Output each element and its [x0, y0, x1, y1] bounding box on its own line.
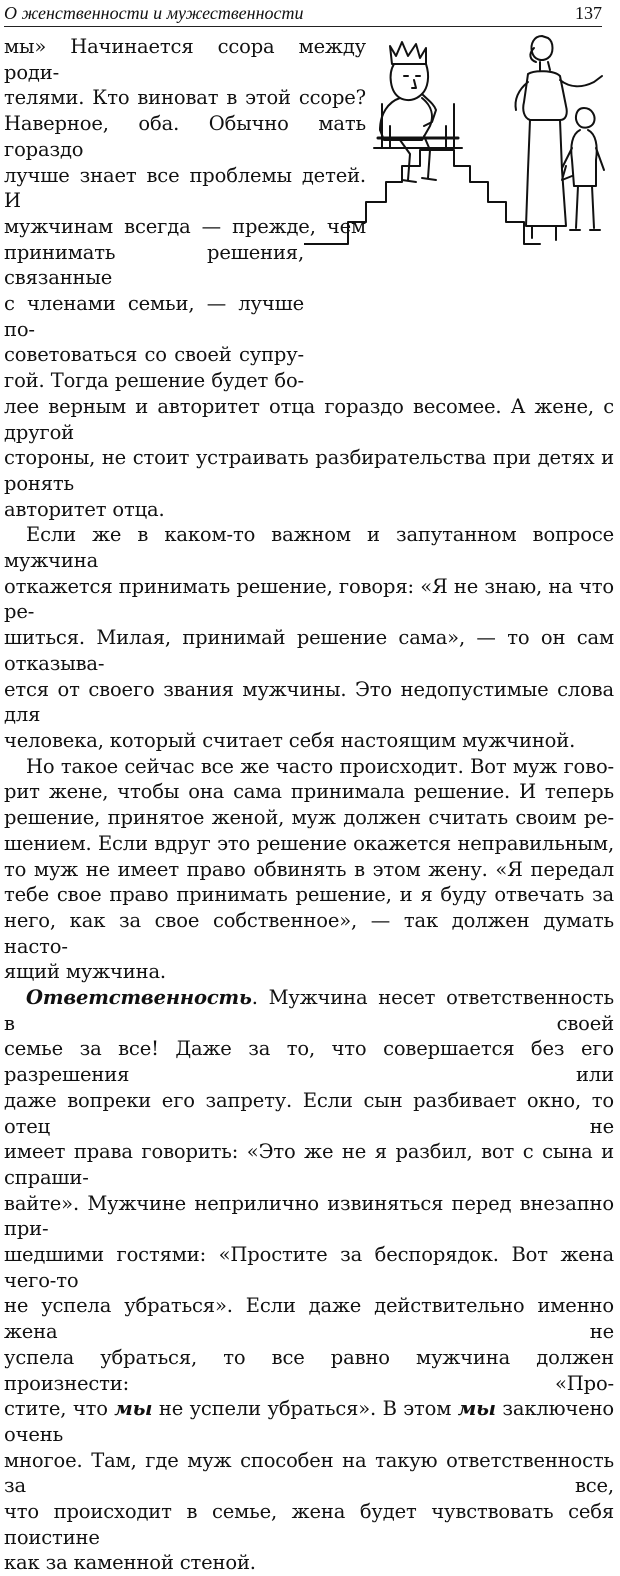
- text-line: него, как за свое собственное», — так должен думать насто-: [4, 908, 614, 958]
- text-line: человека, который считает себя настоящим мужчиной.: [4, 728, 576, 752]
- text-line: мужчинам всегда — прежде, чем: [4, 214, 366, 238]
- text-fragment: не успели убраться». В этом: [152, 1397, 458, 1421]
- emphasis-word: мы: [457, 1397, 496, 1421]
- text-line: Если же в каком-то важном и запутанном вопросе мужчина: [4, 523, 614, 573]
- text-line: с членами семьи, — лучше по-: [4, 292, 304, 341]
- text-line: [4, 985, 614, 1036]
- text-fragment: заключено очень: [4, 1397, 614, 1446]
- text-line: как за каменной стеной.: [4, 1551, 256, 1575]
- text-line: рит жене, чтобы она сама принимала решение. И теперь: [4, 780, 614, 804]
- text-line: шением. Если вдруг это решение окажется неправильным,: [4, 831, 614, 855]
- text-line: ется от своего звания мужчины. Это недопустимые слова для: [4, 677, 614, 727]
- text-line: то муж не имеет право обвинять в этом жену. «Я передал: [4, 857, 614, 881]
- running-title: О женственности и мужественности: [4, 3, 304, 23]
- text-line: имеет права говорить: «Это же не я разбил, вот с сына и спраши-: [4, 1140, 614, 1189]
- text-line: принимать решения, связанные: [4, 240, 304, 290]
- paragraph-2: [4, 522, 614, 753]
- text-line: ящий мужчина.: [4, 960, 166, 984]
- text-line: телями. Кто виноват в этой ссоре?: [4, 86, 366, 110]
- paragraph-3: [4, 754, 614, 985]
- text-line: шедшими гостями: «Простите за беспорядок. Вот жена чего-то: [4, 1243, 614, 1292]
- text-line: семье за все! Даже за то, что совершается без его разрешения или: [4, 1037, 614, 1087]
- text-line: лее верным и авторитет отца гораздо весомее. А жене, с другой: [4, 394, 614, 444]
- text-line: не успела убраться». Если даже действительно именно жена не: [4, 1294, 614, 1344]
- text-line: решение, принятое женой, муж должен считать своим ре-: [4, 806, 614, 830]
- section-term: Ответственность: [26, 986, 252, 1010]
- text-line: гой. Тогда решение будет бо-: [4, 369, 304, 393]
- text-line: стороны, не стоит устраивать разбирательства при детях и ронять: [4, 446, 614, 495]
- emphasis-word: мы: [114, 1397, 153, 1421]
- text-line: что происходит в семье, жена будет чувствовать себя поистине: [4, 1500, 614, 1549]
- text-line: лучше знает все проблемы детей. И: [4, 163, 366, 213]
- text-line: советоваться со своей супру-: [4, 343, 304, 367]
- page-number: 137: [575, 3, 602, 23]
- text-line: шиться. Милая, принимай решение сама», — то он сам отказыва-: [4, 626, 614, 675]
- text-fragment: . Мужчина несет ответственность в своей: [4, 986, 614, 1035]
- text-line: мы» Начинается ссора между роди-: [4, 35, 366, 84]
- page-header: [4, 0, 602, 27]
- paragraph-1: [4, 34, 614, 522]
- text-line: откажется принимать решение, говоря: «Я не знаю, на что ре-: [4, 574, 614, 624]
- text-line: даже вопреки его запрету. Если сын разбивает окно, то отец не: [4, 1088, 614, 1138]
- text-line: [4, 1396, 614, 1447]
- text-line: тебе свое право принимать решение, и я буду отвечать за: [4, 883, 614, 907]
- text-line: многое. Там, где муж способен на такую ответственность за все,: [4, 1448, 614, 1498]
- text-line: успела убраться, то все равно мужчина должен произнести: «Про-: [4, 1345, 614, 1395]
- paragraph-4: [4, 985, 614, 1576]
- text-fragment: стите, что: [4, 1397, 115, 1421]
- body-text: [4, 34, 614, 1576]
- text-line: вайте». Мужчине неприлично извиняться перед внезапно при-: [4, 1191, 614, 1241]
- text-line: Наверное, оба. Обычно мать гораздо: [4, 112, 366, 161]
- text-line: авторитет отца.: [4, 497, 165, 521]
- text-line: Но такое сейчас все же часто происходит. Вот муж гово-: [26, 754, 614, 778]
